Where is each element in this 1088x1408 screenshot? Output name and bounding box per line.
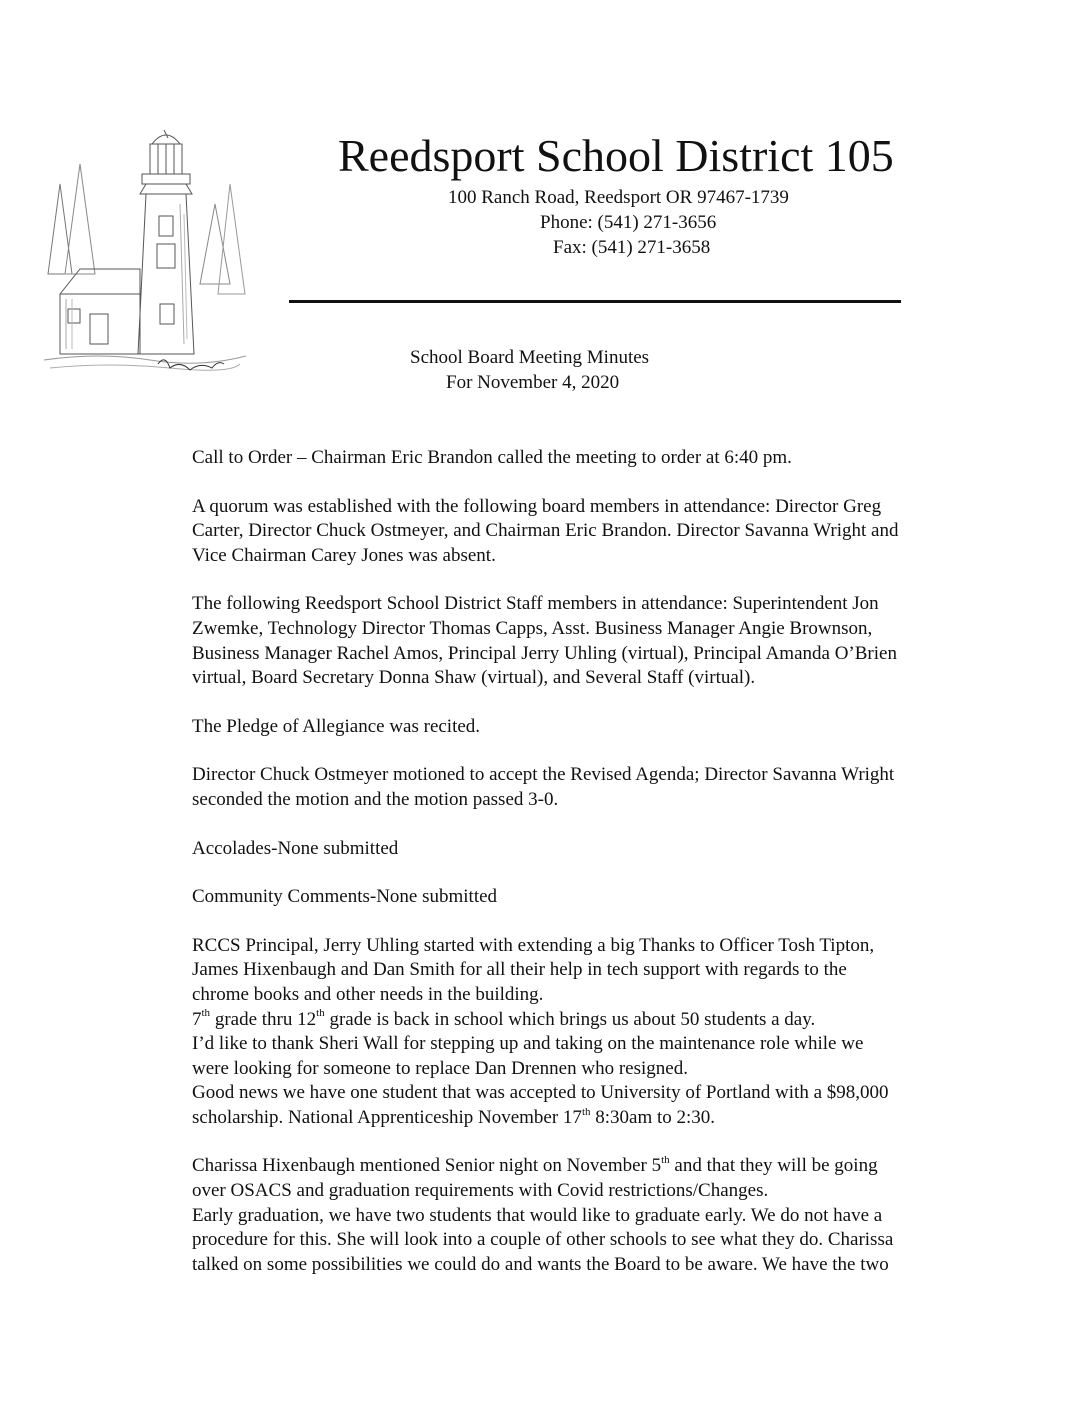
minutes-body	[192, 446, 992, 1277]
text-line: Director Chuck Ostmeyer motioned to accept the Revised Agenda; Director Savanna Wright	[192, 764, 895, 786]
text-line: Business Manager Rachel Amos, Principal Jerry Uhling (virtual), Principal Amanda O’Brien	[192, 642, 897, 664]
text-line: The following Reedsport School District Staff members in attendance: Superintendent Jon	[192, 593, 879, 615]
text-fragment: 7	[192, 1008, 202, 1030]
paragraph-rccs	[192, 934, 992, 1131]
text-line: Accolades-None submitted	[192, 837, 399, 859]
text-line: Carter, Director Chuck Ostmeyer, and Chairman Eric Brandon. Director Savanna Wright and	[192, 520, 899, 542]
text-line: seconded the motion and the motion passed 3-0.	[192, 788, 559, 810]
text-line: Zwemke, Technology Director Thomas Capps, Asst. Business Manager Angie Brownson,	[192, 617, 873, 639]
paragraph-call-to-order	[192, 446, 992, 471]
paragraph-accolades	[192, 837, 992, 862]
text-line: I’d like to thank Sheri Wall for stepping up and taking on the maintenance role while we	[192, 1033, 864, 1055]
lighthouse-logo-icon	[40, 124, 250, 384]
paragraph-agenda	[192, 763, 992, 812]
text-fragment: Charissa Hixenbaugh mentioned Senior night on November 5	[192, 1155, 662, 1177]
text-line-grades	[192, 1008, 992, 1033]
text-line: Good news we have one student that was accepted to University of Portland with a $98,000	[192, 1082, 889, 1104]
text-line: Vice Chairman Carey Jones was absent.	[192, 544, 496, 566]
header-divider	[289, 300, 901, 303]
paragraph-staff	[192, 592, 992, 690]
superscript: th	[661, 1154, 670, 1167]
text-line: chrome books and other needs in the building.	[192, 983, 544, 1005]
district-fax: Fax: (541) 271-3658	[553, 237, 711, 258]
minutes-date: For November 4, 2020	[446, 372, 620, 393]
text-line: Early graduation, we have two students that would like to graduate early. We do not have a	[192, 1204, 883, 1226]
superscript: th	[201, 1007, 211, 1020]
text-line: were looking for someone to replace Dan Drennen who resigned.	[192, 1057, 688, 1079]
text-fragment: grade thru 12	[210, 1008, 317, 1030]
text-line: A quorum was established with the following board members in attendance: Director Greg	[192, 495, 882, 517]
district-phone: Phone: (541) 271-3656	[540, 212, 717, 233]
paragraph-senior-night	[192, 1154, 992, 1277]
text-line: over OSACS and graduation requirements with Covid restrictions/Changes.	[192, 1180, 769, 1202]
text-line: virtual, Board Secretary Donna Shaw (virtual), and Several Staff (virtual).	[192, 667, 756, 689]
text-line: Community Comments-None submitted	[192, 886, 498, 908]
text-line: RCCS Principal, Jerry Uhling started with extending a big Thanks to Officer Tosh Tipton,	[192, 934, 875, 956]
text-fragment: grade is back in school which brings us about 50 students a day.	[324, 1008, 816, 1030]
text-line: James Hixenbaugh and Dan Smith for all their help in tech support with regards to the	[192, 959, 847, 981]
minutes-title: School Board Meeting Minutes	[410, 347, 650, 368]
text-line: procedure for this. She will look into a couple of other schools to see what they do. Charissa	[192, 1229, 894, 1251]
paragraph-community	[192, 885, 992, 910]
text-line: The Pledge of Allegiance was recited.	[192, 715, 481, 737]
district-address: 100 Ranch Road, Reedsport OR 97467-1739	[448, 187, 789, 208]
district-title: Reedsport School District 105	[338, 130, 894, 181]
superscript: th	[316, 1007, 325, 1020]
text-fragment: and that they will be going	[669, 1155, 878, 1177]
text-line-senior	[192, 1154, 992, 1179]
superscript: th	[581, 1105, 591, 1118]
text-line: Call to Order – Chairman Eric Brandon called the meeting to order at 6:40 pm.	[192, 447, 792, 468]
text-fragment: 8:30am to 2:30.	[590, 1106, 716, 1128]
paragraph-pledge	[192, 715, 992, 740]
text-line-apprenticeship	[192, 1106, 992, 1131]
text-fragment: scholarship. National Apprenticeship November 17	[192, 1106, 582, 1128]
text-line: talked on some possibilities we could do and wants the Board to be aware. We have the two	[192, 1253, 889, 1275]
paragraph-quorum	[192, 495, 992, 569]
